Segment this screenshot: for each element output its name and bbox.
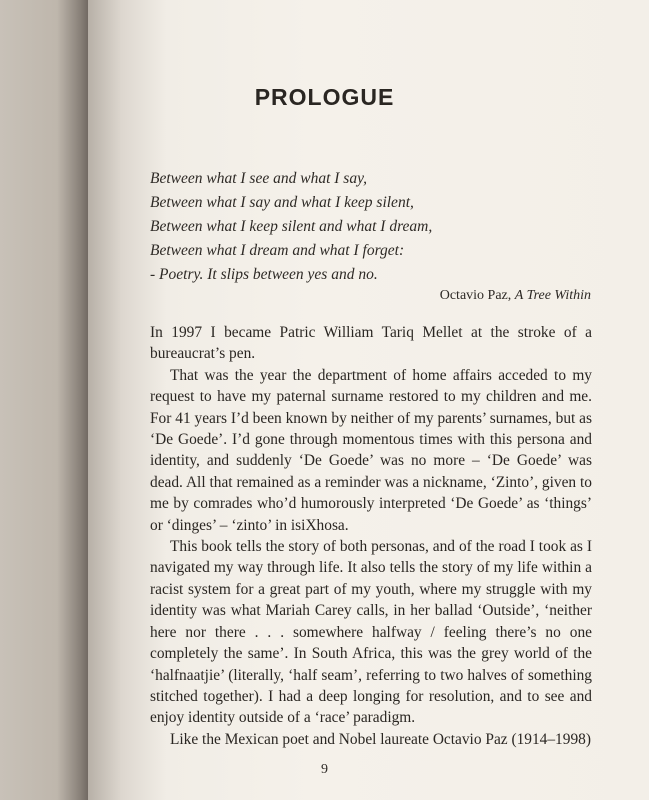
epigraph — [150, 167, 590, 287]
epigraph-line: Between what I say and what I keep silent, — [150, 194, 414, 211]
epigraph-attribution — [0, 288, 591, 304]
epigraph-line: Between what I keep silent and what I dream, — [150, 218, 433, 235]
epigraph-line: Between what I dream and what I forget: — [150, 242, 405, 259]
chapter-title: PROLOGUE — [254, 84, 395, 110]
paragraph: That was the year the department of home affairs acceded to my request to have my paternal surname restored to my children and me. For 41 years I’d been known by neither of my parents’ surnames, but as ‘De Goede’. I’d gone through momentous times with this persona and identity, and suddenly ‘De Goede’ was no more – ‘De Goede’ was dead. All that remained as a reminder was a nickname, ‘Zinto’, given to me by comrades who’d humorously interpreted ‘De Goede’ as ‘things’ or ‘dinges’ – ‘zinto’ in isiXhosa. — [150, 366, 592, 534]
attribution-book-title: A Tree Within — [514, 288, 591, 303]
epigraph-line: Between what I see and what I say, — [150, 170, 367, 187]
paragraph: Like the Mexican poet and Nobel laureate Octavio Paz (1914–1998) — [170, 730, 591, 748]
attribution-author: Octavio Paz, — [439, 288, 515, 303]
facing-page-edge — [0, 0, 95, 800]
page-number: 9 — [321, 762, 328, 777]
paragraph: In 1997 I became Patric William Tariq Mellet at the stroke of a bureaucrat’s pen. — [150, 324, 592, 363]
epigraph-line: - Poetry. It slips between yes and no. — [150, 266, 378, 283]
paragraph: This book tells the story of both personas, and of the road I took as I navigated my way through life. It also tells the story of my life within a racist system for a great part of my youth, where my struggle with my identity was what Mariah Carey calls, in her ballad ‘Outside’, ‘neither here nor there . . . somewhere halfway / feeling there’s no one completely the same’. In South Africa, this was the grey world of the ‘halfnaatjie’ (literally, ‘half seam’, referring to two halves of something stitched together). I had a deep longing for resolution, and to see and enjoy identity outside of a ‘race’ paradigm. — [150, 538, 592, 727]
body-text — [150, 322, 592, 750]
